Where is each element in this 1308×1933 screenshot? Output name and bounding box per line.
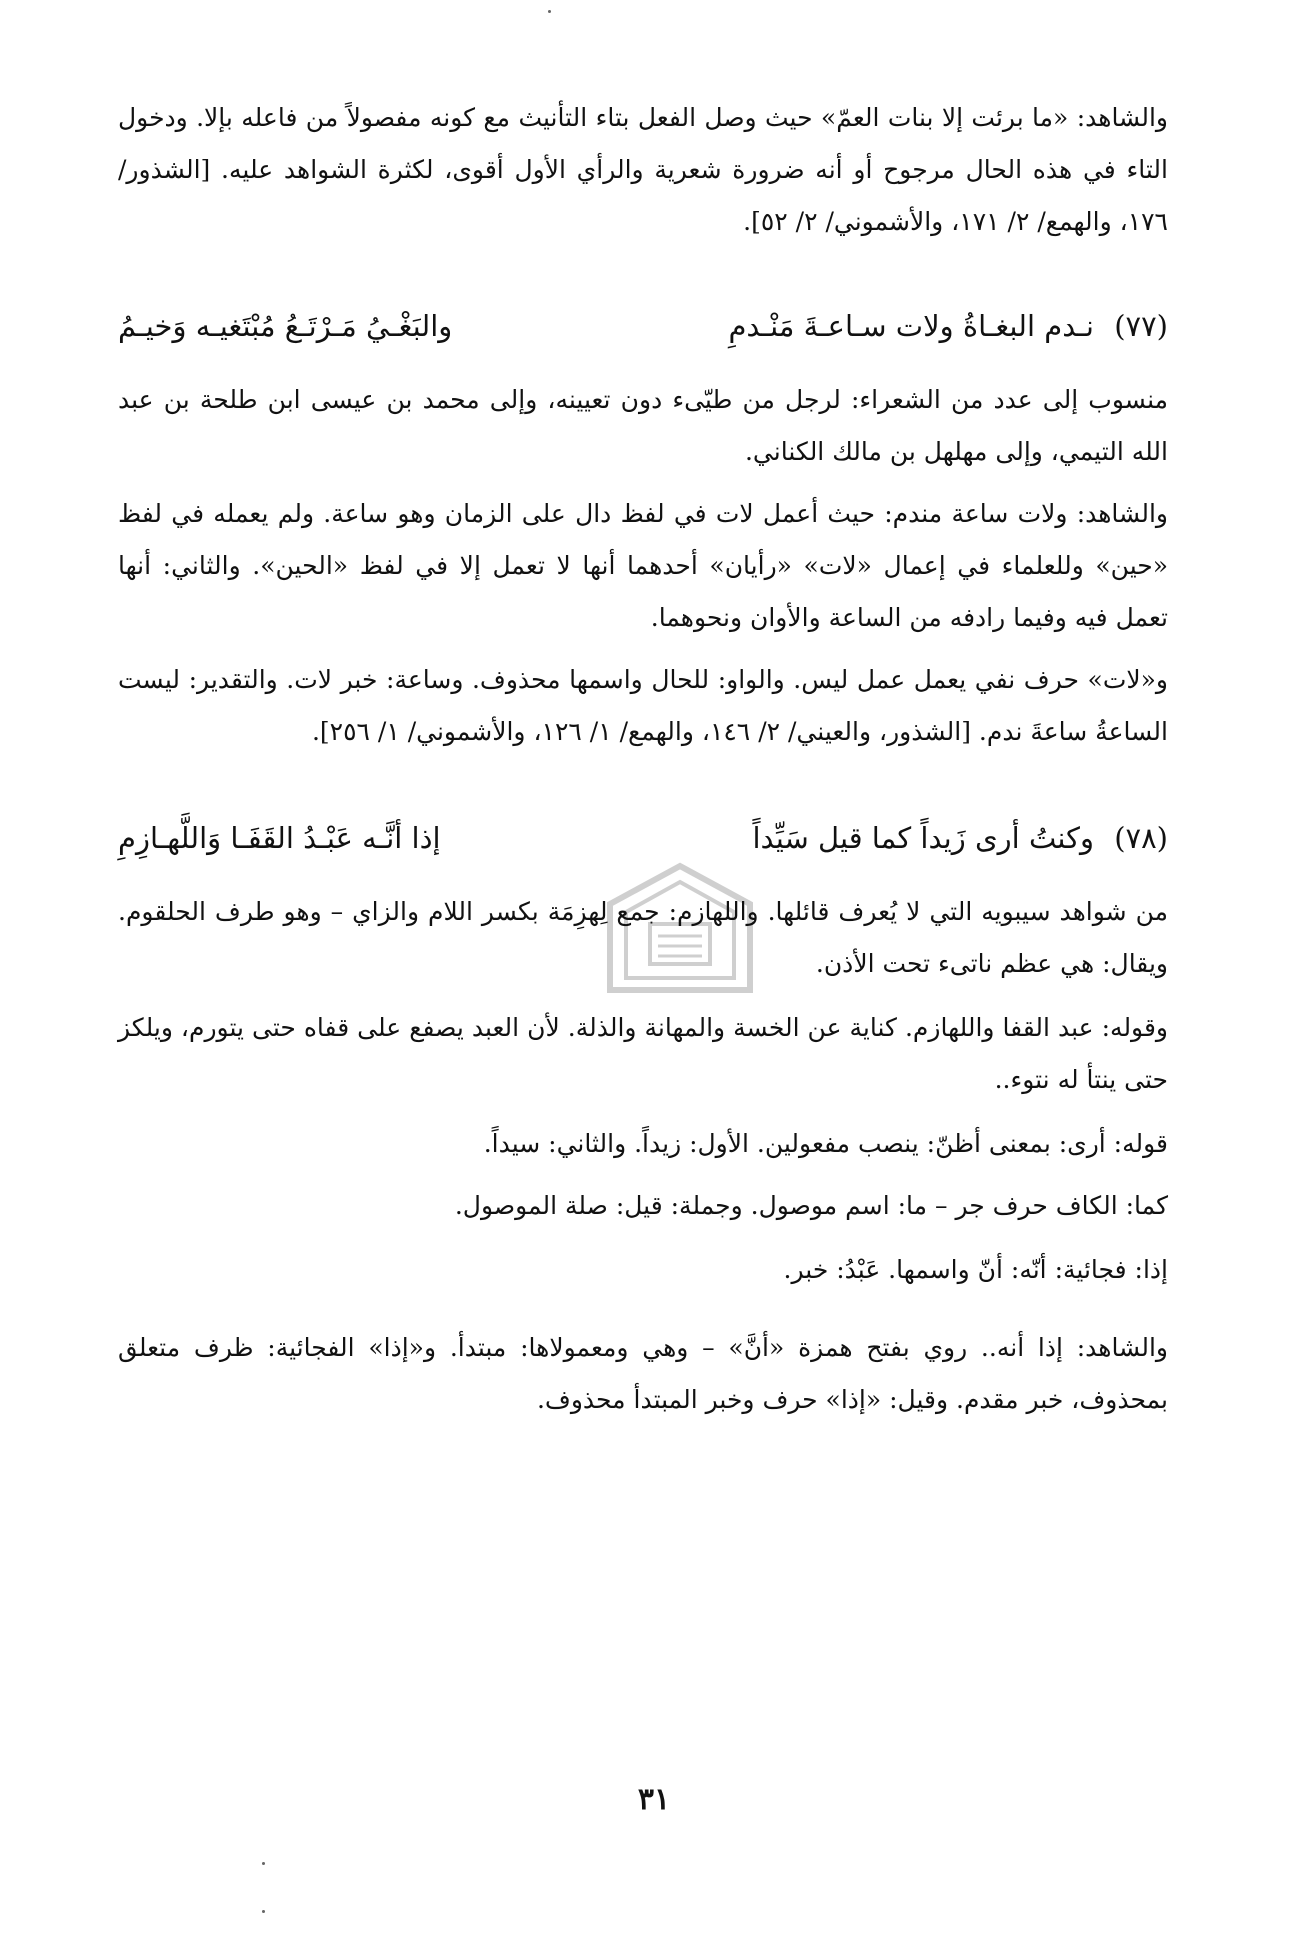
parsing-line-kama: كما: الكاف حرف جر – ما: اسم موصول. وجملة: قيل: صلة الموصول. xyxy=(454,1191,1168,1220)
verse-second-hemistich: والبَغْـيُ مَـرْتَـعُ مُبْتَغيـه وَخيـمُ xyxy=(118,309,453,343)
scan-speck xyxy=(548,10,551,13)
verse-first-hemistich: وكنتُ أرى زَيداً كما قيل سَيِّداً xyxy=(752,821,1094,855)
paragraph-grammar-lat: و«لات» حرف نفي يعمل عمل ليس. والواو: للحال واسمها محذوف. وساعة: خبر لات. والتقدير: ليست الساعةُ ساعةَ ندم. [الشذور، والعيني/ ٢/ ١٤٦، والهمع/ ١/ ١٢٦، والأشموني/ ١/ ٢٥٦]. xyxy=(118,665,1168,746)
parsing-line-idha: إذا: فجائية: أنّه: أنّ واسمها. عَبْدُ: خبر. xyxy=(783,1255,1168,1284)
verse-77 xyxy=(118,298,1168,354)
paragraph-evidence-2: والشاهد: ولات ساعة مندم: حيث أعمل لات في لفظ دال على الزمان وهو ساعة. ولم يعمله في لفظ «حين» وللعلماء في إعمال «لات» «رأيان» أحدهما أنها لا تعمل إلا في لفظ «الحين». والثاني: أنها تعمل فيه وفيما رادفه من الساعة والأوان ونحوهما. xyxy=(118,499,1168,632)
paragraph-evidence-3: والشاهد: إذا أنه.. روي بفتح همزة «أنَّ» – وهي ومعمولاها: مبتدأ. و«إذا» الفجائية: ظرف متعلق بمحذوف، خبر مقدم. وقيل: «إذا» حرف وخبر المبتدأ محذوف. xyxy=(118,1333,1168,1414)
paragraph-evidence-1: والشاهد: «ما برئت إلا بنات العمّ» حيث وصل الفعل بتاء التأنيث مع كونه مفصولاً من فاعله بإلا. ودخول التاء في هذه الحال مرجوح أو أنه ضرورة شعرية والرأي الأول أقوى، لكثرة الشواهد عليه. [الشذور/ ١٧٦، والهمع/ ٢/ ١٧١، والأشموني/ ٢/ ٥٢]. xyxy=(118,103,1168,236)
verse-second-hemistich: إذا أنَّـه عَبْـدُ القَفَـا وَاللَّهـازِمِ xyxy=(118,821,441,855)
scan-speck xyxy=(262,1910,265,1913)
verse-number: (٧٨) xyxy=(1114,821,1168,855)
verse-78 xyxy=(118,810,1168,866)
scan-speck xyxy=(262,1862,265,1865)
parsing-line-ara: قوله: أرى: بمعنى أظنّ: ينصب مفعولين. الأول: زيداً. والثاني: سيداً. xyxy=(483,1129,1168,1158)
paragraph-source: من شواهد سيبويه التي لا يُعرف قائلها. واللهازم: جمع لِهزِمَة بكسر اللام والزاي – وهو طرف الحلقوم. ويقال: هي عظم ناتىء تحت الأذن. xyxy=(118,897,1168,978)
verse-first-hemistich: نـدم البغـاةُ ولات سـاعـةَ مَنْـدمِ xyxy=(728,309,1094,343)
verse-number: (٧٧) xyxy=(1114,309,1168,343)
paragraph-meaning: وقوله: عبد القفا واللهازم. كناية عن الخسة والمهانة والذلة. لأن العبد يصفع على قفاه حتى يتورم، ويلكز حتى ينتأ له نتوء.. xyxy=(118,1013,1168,1094)
paragraph-attribution: منسوب إلى عدد من الشعراء: لرجل من طيّىء دون تعيينه، وإلى محمد بن عيسى ابن طلحة بن عبد الله التيمي، وإلى مهلهل بن مالك الكناني. xyxy=(118,385,1168,466)
page-number: ٣١ xyxy=(637,1782,671,1817)
